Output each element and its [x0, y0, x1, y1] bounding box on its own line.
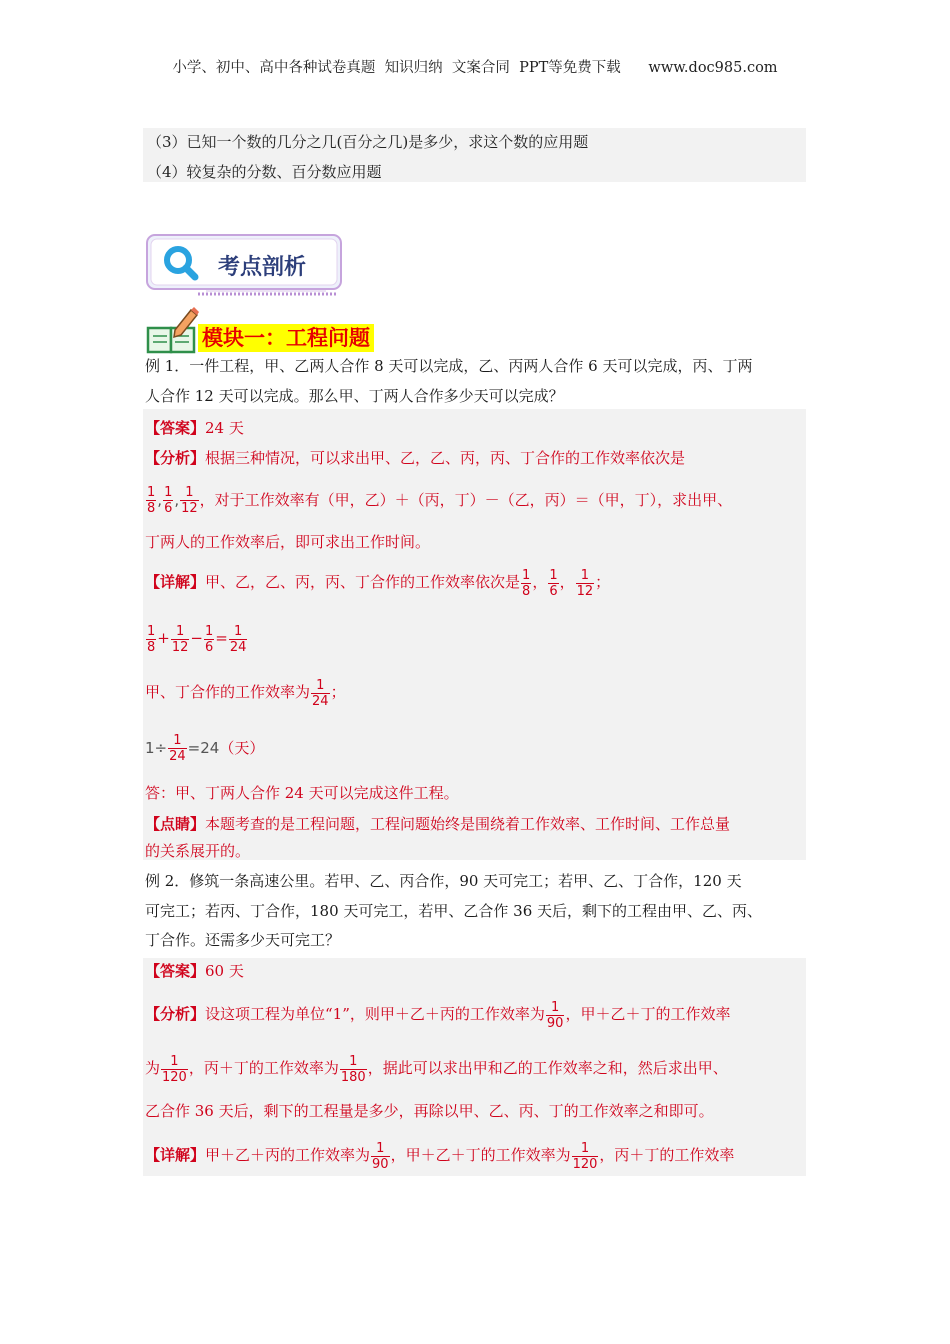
equation-division: 1÷ $\frac{1}{24}$ =24（天）	[145, 733, 265, 764]
page-header: 小学、初中、高中各种试卷真题 知识归纳 文案合同 PPT等免费下载 www.doc985.com	[172, 60, 778, 76]
example1-question: 例 1．一件工程，甲、乙两人合作 8 天可以完成，乙、丙两人合作 6 天可以完成，丙、丁两	[145, 357, 753, 375]
list-item: （3）已知一个数的几分之几(百分之几)是多少，求这个数的应用题	[147, 133, 589, 151]
analysis-tag: 【分析】	[145, 1005, 206, 1023]
detail-tag: 【详解】	[145, 573, 206, 591]
analysis-text: ，对于工作效率有（甲，乙）＋（丙，丁）－（乙，丙）＝（甲，丁），求出甲、	[199, 491, 733, 509]
module-heading	[145, 306, 405, 356]
tip-line	[145, 814, 730, 834]
detail-line: 【详解】甲、乙，乙、丙，丙、丁合作的工作效率依次是 $\frac{1}{8}$ ， $\frac{1}{6}$ ， $\frac{1}{12}$ ；	[145, 567, 611, 599]
fraction-list: $\frac{1}{8}$ , $\frac{1}{6}$ , $\frac{1}{12}$	[147, 485, 198, 516]
answer-tag: 【答案】	[145, 962, 206, 980]
search-icon	[162, 244, 200, 282]
analysis-line: 乙合作 36 天后，剩下的工程量是多少，再除以甲、乙、丙、丁的工作效率之和即可。	[145, 1102, 714, 1120]
analysis-line: 丁两人的工作效率后，即可求出工作时间。	[145, 533, 431, 551]
example2-question: 可完工；若丙、丁合作，180 天可完工，若甲、乙合作 36 天后，剩下的工程由甲、乙、丙、	[145, 902, 763, 920]
section-badge	[146, 233, 342, 297]
example1-question: 人合作 12 天可以完成。那么甲、丁两人合作多少天可以完成？	[145, 387, 564, 405]
tip-text: 本题考查的是工程问题，工程问题始终是围绕着工作效率、工作时间、工作总量	[205, 815, 731, 833]
equation-sum: $\frac{1}{8}$ + $\frac{1}{12}$ − $\frac{1}{6}$ = $\frac{1}{24}$	[147, 623, 247, 655]
list-item: （4）较复杂的分数、百分数应用题	[147, 163, 382, 181]
answer-value: 60 天	[205, 962, 244, 980]
answer-line	[145, 961, 244, 981]
reply-line: 答：甲、丁两人合作 24 天可以完成这件工程。	[145, 784, 459, 802]
answer-line	[145, 418, 244, 438]
book-pencil-icon	[145, 306, 201, 356]
module-title: 模块一：工程问题	[198, 324, 374, 352]
example2-question: 丁合作。还需多少天可完工？	[145, 931, 341, 949]
analysis-line: 为 $\frac{1}{120}$ ，丙＋丁的工作效率为 $\frac{1}{180}$ ，据此可以求出甲和乙的工作效率之和，然后求出甲、	[145, 1053, 728, 1085]
badge-title: 考点剖析	[218, 255, 307, 280]
unit-text: （天）	[219, 739, 265, 757]
detail-line: 【详解】甲＋乙＋丙的工作效率为 $\frac{1}{90}$ ，甲＋乙＋丁的工作效率为 $\frac{1}{120}$ ，丙＋丁的工作效率	[145, 1140, 735, 1172]
analysis-line	[145, 448, 685, 468]
analysis-line: 【分析】设这项工程为单位“1”，则甲＋乙＋丙的工作效率为 $\frac{1}{90}$ ，甲＋乙＋丁的工作效率	[145, 999, 731, 1031]
detail-text: 甲、乙，乙、丙，丙、丁合作的工作效率依次是	[205, 573, 521, 591]
analysis-line	[145, 478, 732, 522]
answer-value: 24 天	[205, 419, 244, 437]
tip-line: 的关系展开的。	[145, 842, 251, 860]
tip-tag: 【点睛】	[145, 815, 206, 833]
analysis-text: 根据三种情况，可以求出甲、乙，乙、丙，丙、丁合作的工作效率依次是	[205, 449, 686, 467]
example2-question: 例 2．修筑一条高速公里。若甲、乙、丙合作，90 天可完工；若甲、乙、丁合作，120 天	[145, 872, 742, 890]
detail-tag: 【详解】	[145, 1146, 206, 1164]
efficiency-line: 甲、丁合作的工作效率为 $\frac{1}{24}$ ；	[145, 677, 346, 709]
topic-list	[143, 128, 806, 182]
analysis-tag: 【分析】	[145, 449, 206, 467]
answer-tag: 【答案】	[145, 419, 206, 437]
